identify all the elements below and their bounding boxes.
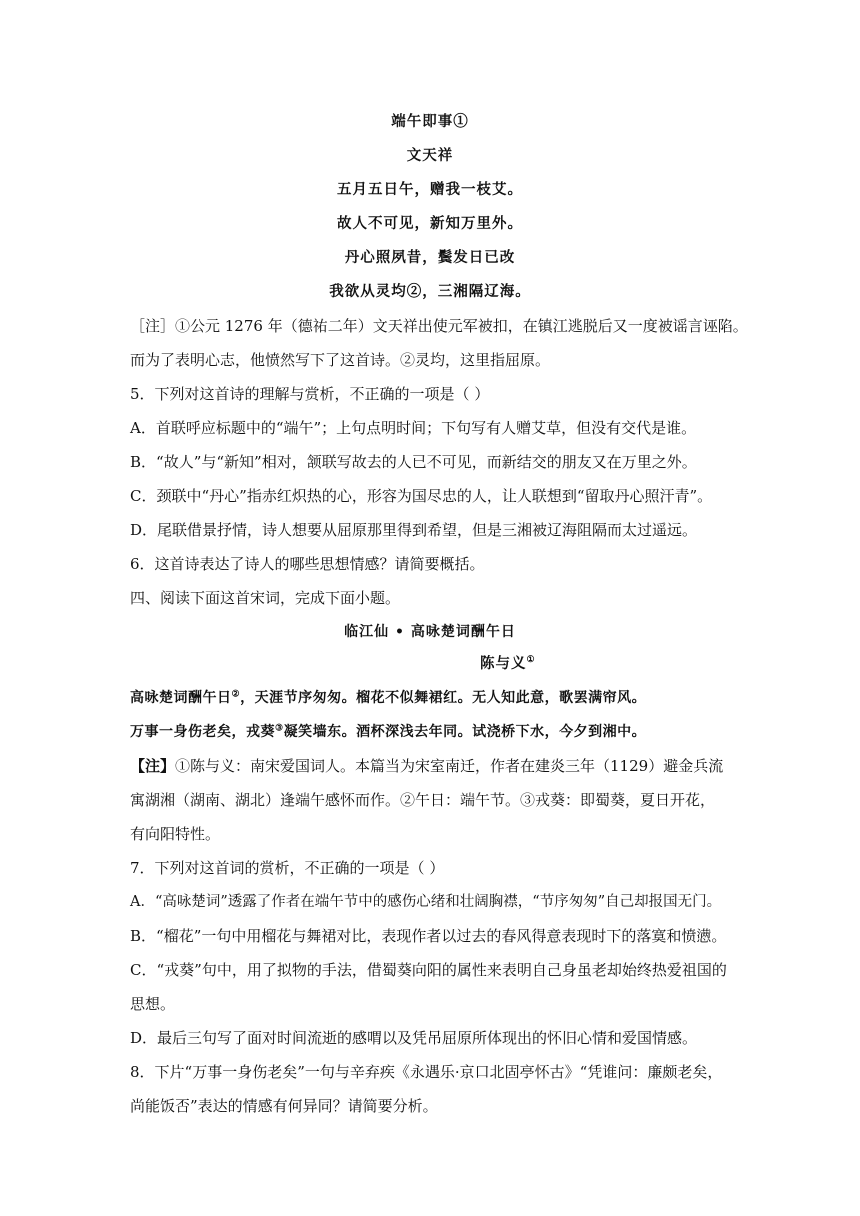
poem2-author-mark: ① bbox=[526, 655, 536, 666]
poem2-line-1 bbox=[130, 688, 740, 708]
poem2-line-1b: ，天涯节序匆匆。榴花不似舞裙红。无人知此意，歌罢满帘风。 bbox=[240, 690, 647, 706]
q7-option-a: A．“高咏楚词”透露了作者在端午节中的感伤心绪和壮阔胸襟，“节序匆匆”自己却报国无门。 bbox=[130, 894, 722, 910]
poem2-note-text: ①陈与义：南宋爱国词人。本篇当为宋室南迁，作者在建炎三年（1129）避金兵流 bbox=[175, 757, 724, 775]
question-6-stem: 6．这首诗表达了诗人的哪些思想情感？请简要概括。 bbox=[130, 555, 485, 573]
poem2-title: 临江仙 • 高咏楚词酬午日 bbox=[344, 624, 516, 640]
poem1-note: ［注］①公元 1276 年（德祐二年）文天祥出使元军被扣，在镇江逃脱后又一度被谣言诬陷。 bbox=[130, 317, 748, 335]
poem1-note: 而为了表明心志，他愤然写下了这首诗。②灵均，这里指屈原。 bbox=[130, 351, 551, 369]
q5-option-a: A．首联呼应标题中的“端午”；上句点明时间；下句写有人赠艾草，但没有交代是谁。 bbox=[130, 419, 697, 437]
question-5-stem: 5．下列对这首诗的理解与赏析，不正确的一项是（ ） bbox=[130, 385, 490, 403]
q5-option-c: C．颈联中“丹心”指赤红炽热的心，形容为国尽忠的人，让人联想到“留取丹心照汗青”。 bbox=[130, 487, 713, 505]
poem1-author: 文天祥 bbox=[406, 147, 454, 164]
poem2-author bbox=[480, 654, 680, 674]
q7-option-b: B．“榴花”一句中用榴花与舞裙对比，表现作者以过去的春风得意表现时下的落寞和愤懑。 bbox=[130, 927, 727, 945]
poem2-note-1 bbox=[130, 756, 740, 776]
poem2-line-2 bbox=[130, 722, 740, 742]
poem2-author-name: 陈与义 bbox=[480, 655, 527, 672]
poem1-line: 丹心照夙昔，鬓发日已改 bbox=[344, 249, 516, 266]
q5-option-b: B．“故人”与“新知”相对，颔联写故去的人已不可见，而新结交的朋友又在万里之外。 bbox=[130, 453, 697, 471]
question-7-stem: 7．下列对这首词的赏析，不正确的一项是（ ） bbox=[130, 859, 445, 877]
poem2-note-2: 寓湖湘（湖南、湖北）逢端午感怀而作。②午日：端午节。③戎葵：即蜀葵，夏日开花， bbox=[130, 791, 716, 809]
q7-option-d: D．最后三句写了面对时间流逝的感喟以及凭吊屈原所体现出的怀旧心情和爱国情感。 bbox=[130, 1029, 698, 1047]
q7-option-c: C．“戎葵”句中，用了拟物的手法，借蜀葵向阳的属性来表明自己身虽老却始终热爱祖国的 bbox=[130, 961, 727, 979]
poem2-line-2-mark: ③ bbox=[275, 723, 284, 734]
poem2-line-2b: 凝笑墙东。酒杯深浅去年同。试浇桥下水，今夕到湘中。 bbox=[283, 724, 647, 740]
section-4-heading: 四、阅读下面这首宋词，完成下面小题。 bbox=[130, 589, 401, 607]
poem2-note-3: 有向阳特性。 bbox=[130, 825, 221, 843]
poem1-line: 故人不可见，新知万里外。 bbox=[337, 215, 523, 232]
question-8-line-2: 尚能饭否”表达的情感有何异同？请简要分析。 bbox=[130, 1097, 438, 1115]
poem1-line: 五月五日午，赠我一枝艾。 bbox=[337, 181, 523, 198]
poem2-note-label: 【注】 bbox=[130, 757, 176, 775]
poem1-title: 端午即事① bbox=[391, 113, 469, 130]
poem2-line-2a: 万事一身伤老矣，戎葵 bbox=[130, 724, 275, 740]
poem2-line-1a: 高咏楚词酬午日 bbox=[130, 690, 232, 706]
q7-option-c-cont: 思想。 bbox=[130, 995, 176, 1013]
q5-option-d: D．尾联借景抒情，诗人想要从屈原那里得到希望，但是三湘被辽海阻隔而太过遥远。 bbox=[130, 521, 698, 539]
question-8-line-1: 8．下片“万事一身伤老矣”一句与辛弃疾《永遇乐·京口北固亭怀古》“凭谁问：廉颇老矣， bbox=[130, 1063, 723, 1081]
poem1-line: 我欲从灵均②，三湘隔辽海。 bbox=[329, 283, 531, 300]
poem2-line-1-mark: ② bbox=[231, 689, 241, 700]
